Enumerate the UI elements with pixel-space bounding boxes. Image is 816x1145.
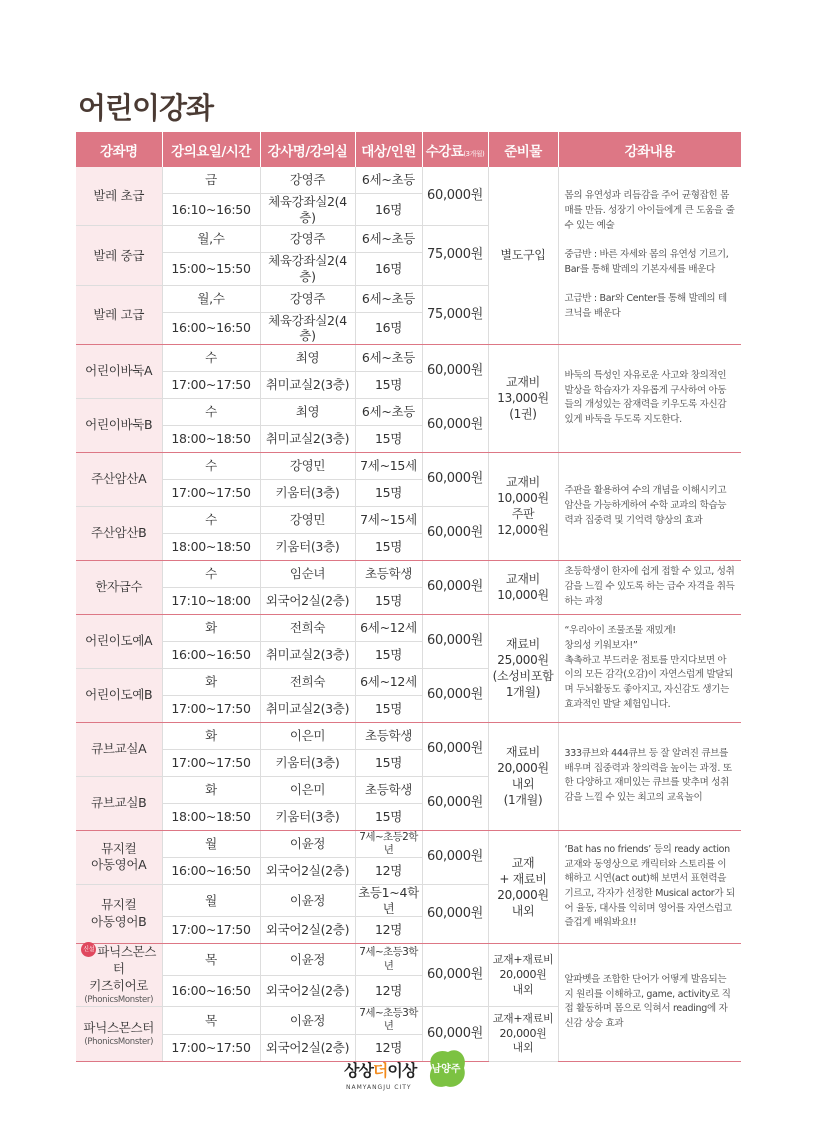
course-fee: 60,000원 (422, 668, 488, 722)
course-content: 몸의 유연성과 리듬감을 주어 균형잡힌 몸매를 만듬. 성장기 아이들에게 큰 도움을 줄 수 있는 예술 중급반 : 바른 자세와 몸의 유연성 기르기, Bar를 통해 발레의 기본자세를 배운다 고급반 : Bar와 Center를 통해 발레의 테크닉을 배운다 (558, 167, 741, 344)
course-room: 체육강좌실2(4층) (260, 253, 355, 285)
course-time: 17:00~17:50 (162, 749, 260, 776)
course-fee: 60,000원 (422, 944, 488, 1007)
course-content: 333큐브와 444큐브 등 잘 알려진 큐브를 배우며 집중력과 창의력을 높이는 과정. 또한 다양하고 재미있는 큐브를 맞추며 성취감을 느낄 수 있는 최고의 교육놀이 (558, 722, 741, 830)
course-target: 6세~12세 (355, 614, 422, 641)
course-teacher: 이윤정 (260, 830, 355, 857)
course-day: 목 (162, 1007, 260, 1034)
course-target: 초등학생 (355, 776, 422, 803)
course-name (76, 560, 162, 614)
course-count: 15명 (355, 479, 422, 506)
course-teacher: 임순녀 (260, 560, 355, 587)
course-room: 외국어2실(2층) (260, 1034, 355, 1061)
course-time: 16:00~16:50 (162, 641, 260, 668)
new-badge: 신설 (81, 942, 96, 957)
course-target: 7세~초등2학년 (355, 830, 422, 857)
course-day: 수 (162, 452, 260, 479)
course-fee: 75,000원 (422, 285, 488, 344)
course-day: 화 (162, 722, 260, 749)
course-day: 화 (162, 668, 260, 695)
namyangju-logo-icon (424, 1046, 468, 1090)
header-time: 강의요일/시간 (162, 132, 260, 167)
table-row (76, 830, 741, 857)
city-logo (344, 1046, 474, 1106)
course-name-text: 뮤지컬 아동영어B (91, 897, 147, 930)
course-name-text: 주산암산A (91, 471, 147, 487)
course-name-text: 발레 고급 (93, 306, 145, 322)
course-time: 17:10~18:00 (162, 587, 260, 614)
header-fee-label: 수강료 (425, 143, 464, 160)
course-teacher: 이윤정 (260, 944, 355, 976)
svg-text:남양주: 남양주 (431, 1064, 461, 1075)
course-teacher: 강영주 (260, 285, 355, 312)
course-room: 키움터(3층) (260, 803, 355, 830)
course-name-sub: (PhonicsMonster) (84, 1036, 154, 1047)
course-day: 목 (162, 944, 260, 976)
course-fee: 60,000원 (422, 1007, 488, 1061)
course-fee: 60,000원 (422, 830, 488, 884)
course-teacher: 강영민 (260, 452, 355, 479)
course-time: 16:10~16:50 (162, 194, 260, 226)
course-name-text: 큐브교실B (91, 795, 147, 811)
course-count: 16명 (355, 312, 422, 344)
table-header-row (76, 132, 741, 167)
course-name-text: 한자급수 (95, 579, 143, 595)
course-count: 15명 (355, 371, 422, 398)
course-table (76, 132, 741, 1062)
course-name (76, 885, 162, 944)
course-day: 수 (162, 506, 260, 533)
course-day: 금 (162, 167, 260, 194)
course-name (76, 776, 162, 830)
course-name (76, 1007, 162, 1061)
course-time: 17:00~17:50 (162, 1034, 260, 1061)
course-room: 외국어2실(2층) (260, 975, 355, 1006)
course-day: 월,수 (162, 285, 260, 312)
course-day: 화 (162, 776, 260, 803)
table-row (76, 167, 741, 194)
course-prep: 교재 + 재료비 20,000원 내외 (488, 830, 558, 944)
course-name-text: 뮤지컬 아동영어A (91, 840, 147, 873)
course-fee: 75,000원 (422, 226, 488, 285)
course-content: 알파벳을 조합한 단어가 어떻게 발음되는지 원리를 이해하고, game, activity로 직접 활동하며 몸으로 익혀서 reading에 자신감 상승 효과 (558, 944, 741, 1061)
course-name-sub: (PhonicsMonster) (84, 994, 154, 1005)
course-fee: 60,000원 (422, 776, 488, 830)
course-name-text: 어린이바둑A (85, 363, 153, 379)
course-prep: 재료비 20,000원 내외 (1개월) (488, 722, 558, 830)
course-teacher: 최영 (260, 398, 355, 425)
course-target: 초등1~4학년 (355, 885, 422, 917)
course-content: “우리아이 조물조물 재밌게! 창의성 키워보자!” 촉촉하고 부드러운 점토를 만지다보면 아이의 모든 감각(오감)이 자연스럽게 발달되며 두뇌활동도 좋아지고, 자신감도 생기는 효과적인 발달 체험입니다. (558, 614, 741, 722)
course-count: 16명 (355, 194, 422, 226)
course-prep: 별도구입 (488, 167, 558, 344)
course-name-text: 어린이바둑B (85, 417, 153, 433)
course-room: 키움터(3층) (260, 749, 355, 776)
course-time: 18:00~18:50 (162, 533, 260, 560)
course-room: 키움터(3층) (260, 479, 355, 506)
course-count: 12명 (355, 858, 422, 885)
course-prep: 재료비 25,000원 (소성비포함 1개월) (488, 614, 558, 722)
course-content: ‘Bat has no friends’ 등의 ready action 교재와 동영상으로 캐릭터와 스토리를 이해하고 시연(act out)해 보면서 표현력을 기르고, 각자가 선정한 Musical actor가 되어 율동, 대사를 익히며 영어를 자연스럽고 즐겁게 배워봐요!! (558, 830, 741, 944)
course-room: 키움터(3층) (260, 533, 355, 560)
course-count: 15명 (355, 695, 422, 722)
logo-wordmark: 상상더이상 (344, 1061, 417, 1080)
course-content: 주판을 활용하여 수의 개념을 이해시키고 암산을 가능하게하여 수학 교과의 학습능력과 집중력 및 기억력 향상의 효과 (558, 452, 741, 560)
course-name (76, 506, 162, 560)
course-name-text: 파닉스몬스터 (83, 1019, 155, 1035)
header-content: 강좌내용 (558, 132, 741, 167)
course-count: 15명 (355, 803, 422, 830)
course-name (76, 167, 162, 226)
course-teacher: 전희숙 (260, 668, 355, 695)
course-time: 16:00~16:50 (162, 312, 260, 344)
course-content: 바둑의 특성인 자유로운 사고와 창의적인 발상을 학습자가 자유롭게 구사하여 아동들의 개성있는 잠재력을 키우도록 자신감있게 바둑을 두도록 지도한다. (558, 344, 741, 452)
course-name-text: 발레 초급 (93, 188, 145, 204)
course-target: 6세~초등 (355, 398, 422, 425)
course-time: 16:00~16:50 (162, 975, 260, 1006)
course-name-text: 어린이도예B (85, 687, 153, 703)
course-fee: 60,000원 (422, 885, 488, 944)
course-day: 월 (162, 885, 260, 917)
course-target: 초등학생 (355, 722, 422, 749)
course-target: 7세~초등3학년 (355, 944, 422, 976)
course-name (76, 285, 162, 344)
header-fee (422, 132, 488, 167)
course-count: 15명 (355, 749, 422, 776)
course-count: 12명 (355, 1034, 422, 1061)
course-target: 6세~초등 (355, 344, 422, 371)
page-title: 어린이강좌 (78, 91, 214, 125)
course-fee: 60,000원 (422, 398, 488, 452)
table-row (76, 722, 741, 749)
course-day: 월,수 (162, 226, 260, 253)
course-teacher: 강영주 (260, 167, 355, 194)
course-room: 취미교실2(3층) (260, 371, 355, 398)
course-room: 체육강좌실2(4층) (260, 194, 355, 226)
course-content: 초등학생이 한자에 쉽게 접할 수 있고, 성취감을 느낄 수 있도록 하는 급수 자격을 취득하는 과정 (558, 560, 741, 614)
course-day: 월 (162, 830, 260, 857)
course-room: 취미교실2(3층) (260, 695, 355, 722)
course-fee: 60,000원 (422, 614, 488, 668)
course-count: 15명 (355, 641, 422, 668)
course-target: 7세~초등3학년 (355, 1007, 422, 1034)
course-room: 취미교실2(3층) (260, 425, 355, 452)
course-teacher: 전희숙 (260, 614, 355, 641)
course-target: 초등학생 (355, 560, 422, 587)
course-target: 7세~15세 (355, 452, 422, 479)
course-name (76, 452, 162, 506)
course-name-text: 큐브교실A (91, 741, 147, 757)
header-fee-note: (3개월) (463, 149, 485, 158)
table-row (76, 944, 741, 976)
header-prep: 준비물 (488, 132, 558, 167)
course-name (76, 830, 162, 884)
course-name (76, 398, 162, 452)
course-fee: 60,000원 (422, 560, 488, 614)
course-fee: 60,000원 (422, 344, 488, 398)
course-name-text: 파닉스몬스터 키즈히어로 (89, 944, 157, 993)
course-count: 15명 (355, 533, 422, 560)
course-name (76, 668, 162, 722)
table-row (76, 344, 741, 371)
course-teacher: 최영 (260, 344, 355, 371)
course-room: 외국어2실(2층) (260, 587, 355, 614)
course-day: 화 (162, 614, 260, 641)
course-time: 17:00~17:50 (162, 479, 260, 506)
course-name-text: 발레 중급 (93, 247, 145, 263)
course-target: 7세~15세 (355, 506, 422, 533)
header-target: 대상/인원 (355, 132, 422, 167)
table-row (76, 560, 741, 587)
course-teacher: 이은미 (260, 722, 355, 749)
course-room: 외국어2실(2층) (260, 858, 355, 885)
course-name (76, 226, 162, 285)
course-time: 17:00~17:50 (162, 371, 260, 398)
course-room: 외국어2실(2층) (260, 917, 355, 944)
course-prep: 교재+재료비 20,000원 내외 (488, 944, 558, 1007)
course-prep: 교재+재료비 20,000원 내외 (488, 1007, 558, 1061)
table-row (76, 614, 741, 641)
course-fee: 60,000원 (422, 167, 488, 226)
course-target: 6세~초등 (355, 167, 422, 194)
course-fee: 60,000원 (422, 722, 488, 776)
course-teacher: 강영민 (260, 506, 355, 533)
course-prep: 교재비 10,000원 주판 12,000원 (488, 452, 558, 560)
course-target: 6세~초등 (355, 226, 422, 253)
header-teacher: 강사명/강의실 (260, 132, 355, 167)
course-count: 12명 (355, 917, 422, 944)
course-day: 수 (162, 560, 260, 587)
course-room: 취미교실2(3층) (260, 641, 355, 668)
course-time: 16:00~16:50 (162, 858, 260, 885)
course-prep: 교재비 10,000원 (488, 560, 558, 614)
course-time: 18:00~18:50 (162, 803, 260, 830)
header-name: 강좌명 (76, 132, 162, 167)
course-fee: 60,000원 (422, 506, 488, 560)
course-time: 15:00~15:50 (162, 253, 260, 285)
table-row (76, 452, 741, 479)
course-target: 6세~12세 (355, 668, 422, 695)
course-day: 수 (162, 344, 260, 371)
course-name-text: 주산암산B (91, 525, 147, 541)
course-count: 16명 (355, 253, 422, 285)
course-time: 17:00~17:50 (162, 695, 260, 722)
course-room: 체육강좌실2(4층) (260, 312, 355, 344)
logo-subtext: NAMYANGJU CITY (346, 1084, 412, 1091)
course-time: 18:00~18:50 (162, 425, 260, 452)
course-count: 15명 (355, 587, 422, 614)
course-count: 12명 (355, 975, 422, 1006)
course-prep: 교재비 13,000원 (1권) (488, 344, 558, 452)
course-teacher: 이은미 (260, 776, 355, 803)
course-name (76, 722, 162, 776)
course-time: 17:00~17:50 (162, 917, 260, 944)
course-day: 수 (162, 398, 260, 425)
course-fee: 60,000원 (422, 452, 488, 506)
course-teacher: 강영주 (260, 226, 355, 253)
course-teacher: 이윤정 (260, 885, 355, 917)
course-teacher: 이윤정 (260, 1007, 355, 1034)
course-name (76, 614, 162, 668)
course-target: 6세~초등 (355, 285, 422, 312)
course-count: 15명 (355, 425, 422, 452)
course-name-text: 어린이도예A (85, 633, 153, 649)
course-name (76, 944, 162, 1007)
course-name (76, 344, 162, 398)
